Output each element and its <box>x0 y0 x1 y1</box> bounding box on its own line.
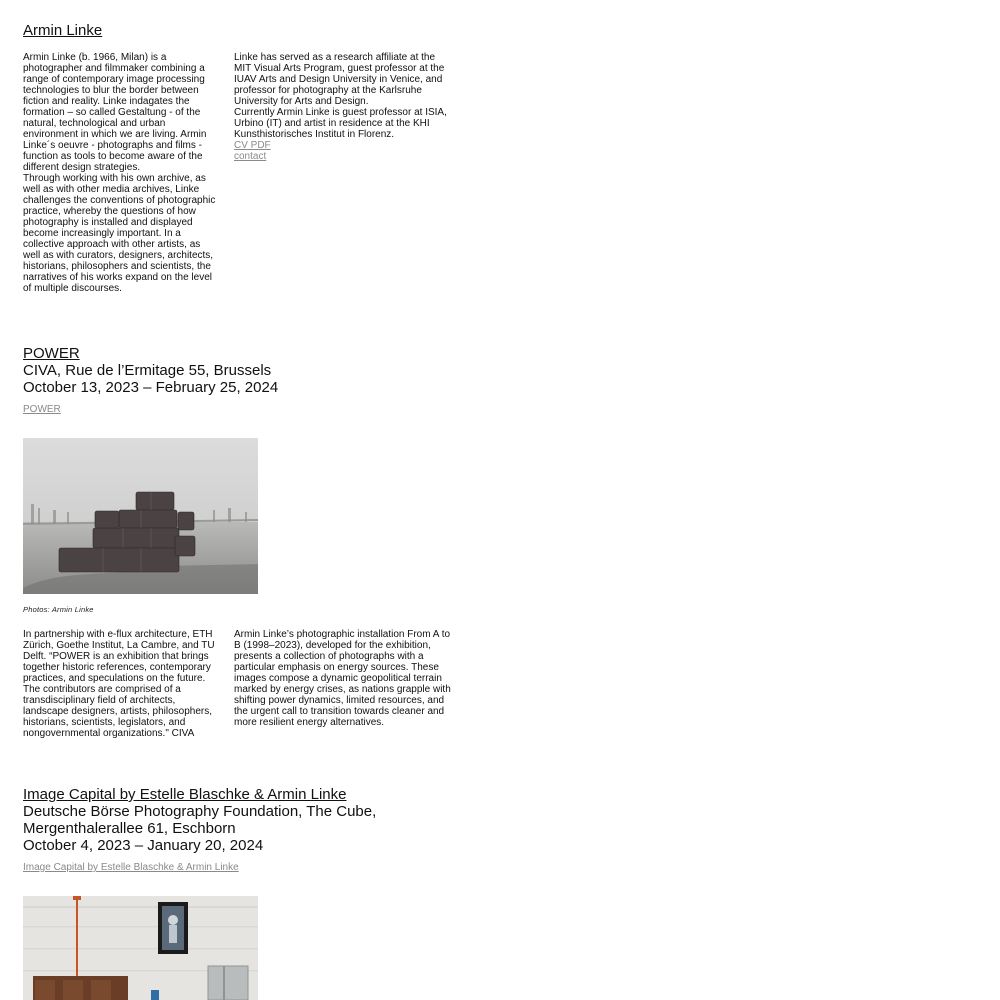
bio-paragraph: Armin Linke (b. 1966, Milan) is a photographer and filmmaker combining a range of contemporary image processing technologies to blur the border between fiction and reality. Linke indagates the formation – so called Gestaltung - of the natural, technological and urban environment in which we are living. Armin Linke´s oeuvre - photographs and films - function as tools to become aware of the different design strategies. <box>23 52 207 173</box>
bio-left-column <box>23 52 220 294</box>
photo-image <box>23 438 258 594</box>
exhibition-link[interactable]: Image Capital by Estelle Blaschke & Armin Linke <box>23 862 239 873</box>
exhibition-text-right <box>234 629 452 728</box>
exhibition-power <box>23 345 463 416</box>
photo-image <box>23 896 258 1000</box>
exhibition-dates: October 13, 2023 – February 25, 2024 <box>23 379 279 396</box>
exhibition-title-link[interactable]: POWER <box>23 345 80 362</box>
exhibition-text-left <box>23 629 220 739</box>
gallery-installation-photo[interactable] <box>23 896 258 1000</box>
exhibition-venue: Mergenthalerallee 61, Eschborn <box>23 820 236 837</box>
bio-paragraph: Through working with his own archive, as well as with other media archives, Linke challenges the conventions of photographic practice, whereby the questions of how photography is installed and displayed become increasingly important. In a collective approach with other artists, as well as with curators, designers, architects, historians, philosophers and scientists, the narratives of his works expand on the level of multiple discourses. <box>23 173 216 294</box>
exhibition-dates: October 4, 2023 – January 20, 2024 <box>23 837 264 854</box>
stacked-blocks-landscape-photo[interactable] <box>23 438 258 594</box>
site-title-link[interactable]: Armin Linke <box>23 22 103 39</box>
bio-paragraph: Currently Armin Linke is guest professor at ISIA, Urbino (IT) and artist in residence at the KHI Kunsthistorisches Institut in Florenz. <box>234 107 447 140</box>
exhibition-description: Armin Linke’s photographic installation From A to B (1998–2023), developed for the exhibition, presents a collection of photographs with a particular emphasis on energy sources. These images compose a dynamic geopolitical terrain marked by energy crises, as nations grapple with shifting power dynamics, limited resources, and the urgent call to transition towards cleaner and more resilient energy alternatives. <box>234 629 451 728</box>
exhibition-description: In partnership with e-flux architecture, ETH Zürich, Goethe Institut, La Cambre, and TU Delft. “POWER is an exhibition that brings together historic references, contemporary practices, and speculations on the future. The contributors are comprised of a transdisciplinary field of architects, landscape designers, artists, philosophers, historians, scientists, legislators, and nongovernmental organizations." CIVA <box>23 629 215 739</box>
photo-credit: Photos: Armin Linke <box>23 605 94 614</box>
exhibition-venue: CIVA, Rue de l’Ermitage 55, Brussels <box>23 362 272 379</box>
bio-paragraph: Linke has served as a research affiliate at the MIT Visual Arts Program, guest professor at the IUAV Arts and Design University in Venice, and professor for photography at the Karlsruhe University for Arts and Design. <box>234 52 445 107</box>
bio-right-column <box>234 52 452 162</box>
cv-pdf-link[interactable]: CV PDF <box>234 140 271 151</box>
exhibition-link[interactable]: POWER <box>23 404 61 415</box>
contact-link[interactable]: contact <box>234 151 267 162</box>
exhibition-venue: Deutsche Börse Photography Foundation, The Cube, <box>23 803 377 820</box>
exhibition-title-link[interactable]: Image Capital by Estelle Blaschke & Armin Linke <box>23 786 347 803</box>
exhibition-image-capital <box>23 786 463 874</box>
